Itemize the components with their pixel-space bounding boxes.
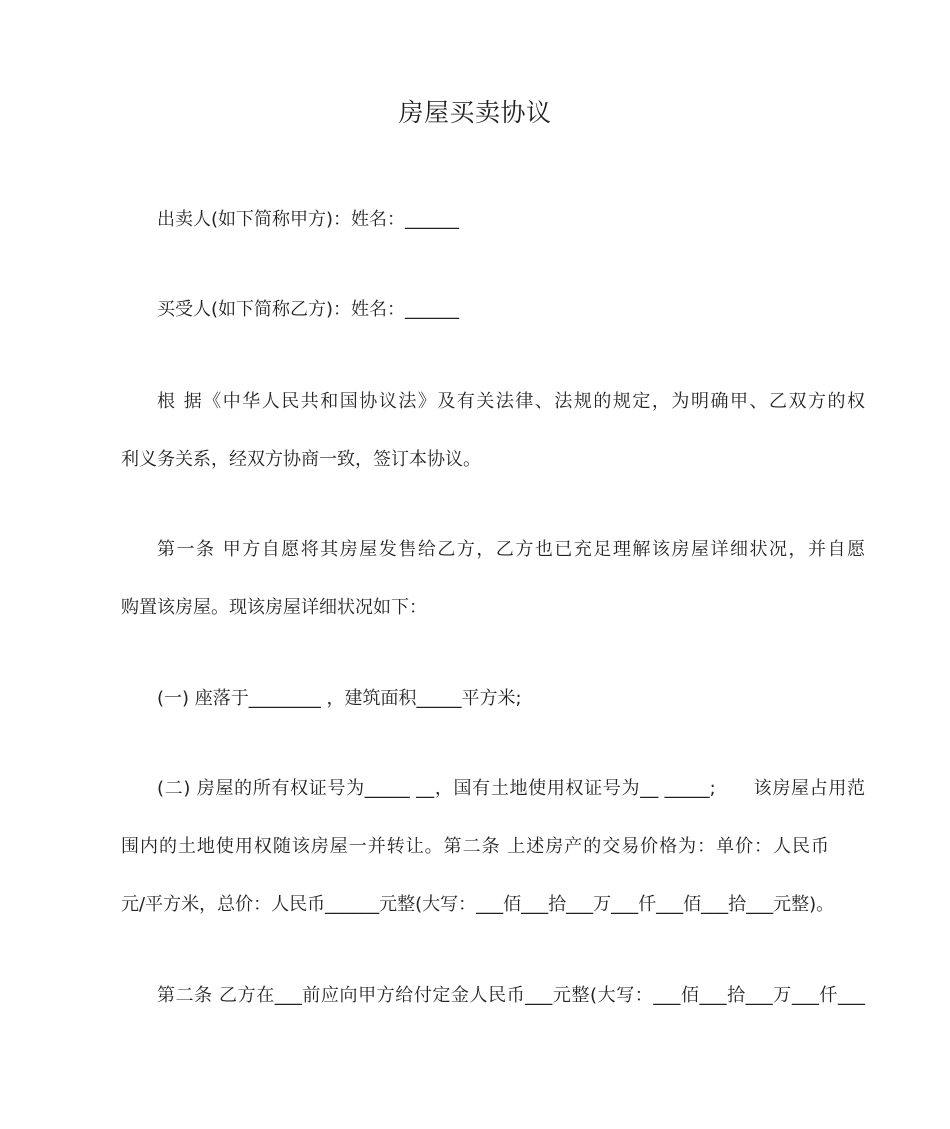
preamble-line-2: 利义务关系，经双方协商一致，签订本协议。 bbox=[121, 449, 481, 470]
seller-line: 出卖人(如下简称甲方)：姓名：______ bbox=[157, 209, 460, 230]
item-2-line-1: (二) 房屋的所有权证号为_____ __，国有土地使用权证号为__ _____; 该房屋占用范 bbox=[157, 778, 865, 799]
item-2-line-2: 围内的土地使用权随该房屋一并转让。第二条 上述房产的交易价格为：单价：人民币 bbox=[121, 836, 829, 857]
document-title: 房屋买卖协议 bbox=[398, 98, 552, 127]
preamble-line-1: 根 据《中华人民共和国协议法》及有关法律、法规的规定，为明确甲、乙双方的权 bbox=[157, 391, 865, 412]
article-1-line-2: 购置该房屋。现该房屋详细状况如下： bbox=[121, 597, 427, 618]
article-2-line-1: 第二条 乙方在___前应向甲方给付定金人民币___元整(大写：___佰___拾___万___仟___ bbox=[157, 985, 865, 1006]
buyer-line: 买受人(如下简称乙方)：姓名：______ bbox=[157, 299, 460, 320]
item-2-line-3: 元/平方米，总价：人民币______元整(大写：___佰___拾___万___仟___佰___拾___元整)。 bbox=[121, 894, 835, 915]
article-1-line-1: 第一条 甲方自愿将其房屋发售给乙方，乙方也已充足理解该房屋详细状况，并自愿 bbox=[157, 539, 865, 560]
item-1-line: (一) 座落于________ ，建筑面积_____平方米; bbox=[157, 688, 522, 709]
